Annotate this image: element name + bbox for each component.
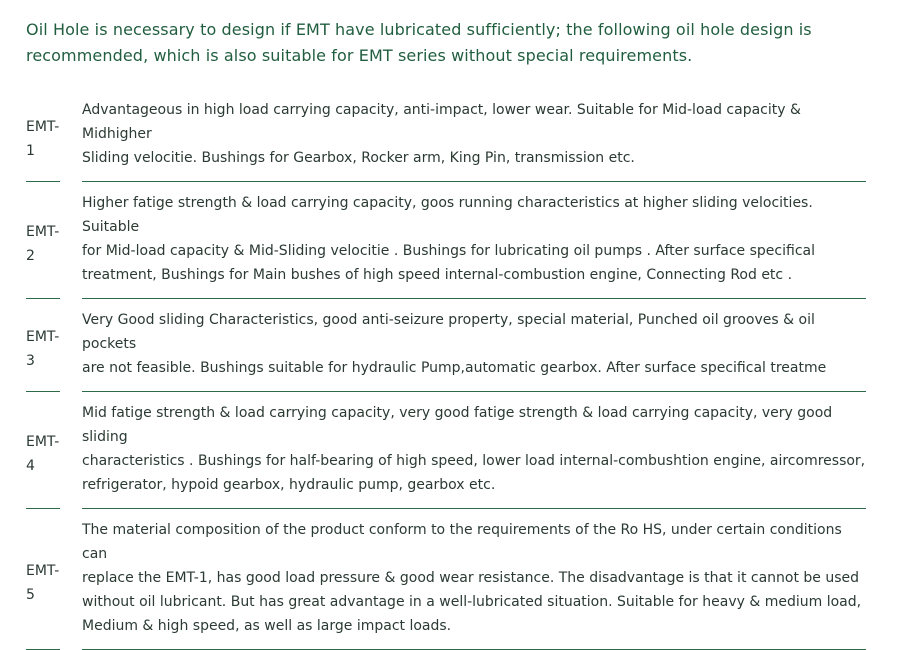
material-description — [82, 182, 866, 299]
description-line: Advantageous in high load carrying capacity, anti-impact, lower wear. Suitable for Mid-load capacity & Midhigher — [82, 102, 801, 142]
material-description — [82, 392, 866, 509]
description-line: Very Good sliding Characteristics, good anti-seizure property, special material, Punched oil grooves & oil pockets — [82, 312, 815, 352]
material-code: EMT- 1 — [26, 97, 60, 182]
description-line: without oil lubricant. But has great advantage in a well-lubricated situation. Suitable for heavy & medium load, — [82, 594, 862, 610]
description-line: Mid fatige strength & load carrying capacity, very good fatige strength & load carrying capacity, very good sliding — [82, 405, 833, 445]
description-line: replace the EMT-1, has good load pressure & good wear resistance. The disadvantage is that it cannot be used — [82, 570, 860, 586]
description-line: The material composition of the product conform to the requirements of the Ro HS, under certain conditions can — [82, 522, 842, 562]
material-code: EMT- 4 — [26, 392, 60, 509]
description-line: Medium & high speed, as well as large impact loads. — [82, 618, 452, 634]
description-line: for Mid-load capacity & Mid-Sliding velocitie . Bushings for lubricating oil pumps . After surface specifical — [82, 243, 815, 259]
description-line: refrigerator, hypoid gearbox, hydraulic pump, gearbox etc. — [82, 477, 496, 493]
material-table — [26, 97, 866, 650]
description-line: characteristics . Bushings for half-bearing of high speed, lower load internal-combushtion engine, aircomressor, — [82, 453, 866, 469]
table-row — [26, 182, 866, 299]
table-row — [26, 299, 866, 392]
intro-line-2: recommended, which is also suitable for EMT series without special requirements. — [26, 46, 693, 65]
material-description — [82, 509, 866, 650]
table-row — [26, 509, 866, 650]
material-code: EMT- 2 — [26, 182, 60, 299]
table-row — [26, 97, 866, 182]
material-description — [82, 97, 866, 182]
description-line: Sliding velocitie. Bushings for Gearbox, Rocker arm, King Pin, transmission etc. — [82, 150, 635, 166]
intro-paragraph — [26, 17, 886, 69]
material-code: EMT- 3 — [26, 299, 60, 392]
description-line: are not feasible. Bushings suitable for hydraulic Pump,automatic gearbox. After surface specifical treatme — [82, 360, 827, 376]
description-line: Higher fatige strength & load carrying capacity, goos running characteristics at higher sliding velocities. Suitable — [82, 195, 813, 235]
description-line: treatment, Bushings for Main bushes of high speed internal-combustion engine, Connecting Rod etc . — [82, 267, 793, 283]
table-row — [26, 392, 866, 509]
material-description — [82, 299, 866, 392]
material-code: EMT- 5 — [26, 509, 60, 650]
intro-line-1: Oil Hole is necessary to design if EMT have lubricated sufficiently; the following oil hole design is — [26, 20, 812, 39]
